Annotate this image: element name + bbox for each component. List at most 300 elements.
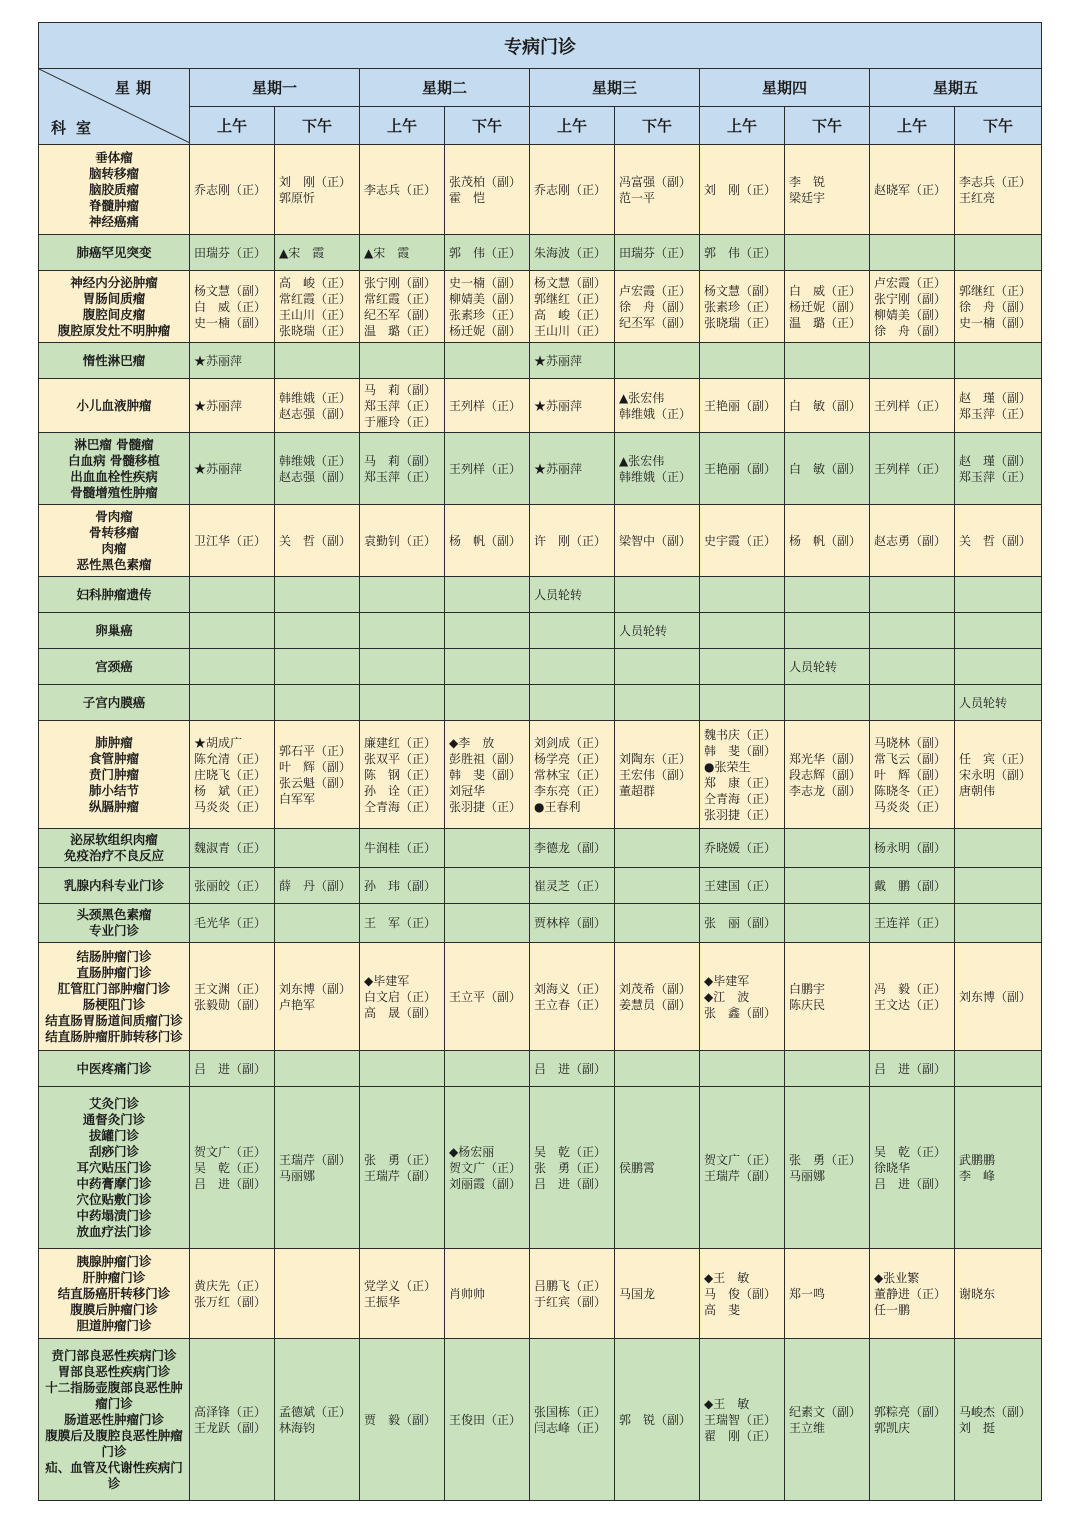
schedule-cell	[530, 1051, 615, 1087]
doctor-name: ◆王 敏	[704, 1270, 750, 1285]
department-name-line: 垂体瘤	[95, 149, 133, 165]
department-name-line: 腹腔间皮瘤	[82, 306, 146, 322]
department-name-line: 肠道恶性肿瘤门诊	[63, 1411, 164, 1427]
schedule-cell	[190, 1087, 275, 1249]
schedule-cell	[785, 379, 870, 433]
schedule-cell	[700, 943, 785, 1051]
schedule-cell	[785, 343, 870, 379]
doctor-name: 韩维娥（正）	[279, 453, 352, 468]
doctor-name: 高 峻（正）	[534, 307, 607, 322]
doctor-name: 赵晓军（正）	[874, 182, 947, 197]
schedule-cell	[445, 577, 530, 613]
department-name-line: 小儿血液肿瘤	[76, 397, 152, 413]
schedule-cell	[360, 271, 445, 343]
doctor-name: 马 莉（副）	[364, 382, 437, 397]
department-name-line: 胃肠间质瘤	[82, 290, 146, 306]
schedule-cell	[190, 433, 275, 505]
doctor-name: ▲张宏伟	[619, 453, 665, 468]
doctor-name: 翟 刚（正）	[704, 1428, 777, 1443]
schedule-cell	[190, 145, 275, 235]
doctor-name: 徐 舟（副）	[874, 323, 947, 338]
schedule-cell	[530, 649, 615, 685]
doctor-name: 白 威（正）	[789, 283, 862, 298]
doctor-name: 王立维	[789, 1420, 826, 1435]
doctor-name: 闫志峰（正）	[534, 1420, 607, 1435]
doctor-name: 郑玉萍（正）	[959, 406, 1032, 421]
doctor-name: 郭 伟（正）	[704, 245, 777, 260]
schedule-cell	[275, 721, 360, 829]
doctor-name: 刘 刚（正）	[279, 174, 352, 189]
schedule-cell	[785, 1339, 870, 1501]
department-name-line: 免疫治疗不良反应	[63, 848, 164, 863]
schedule-cell	[445, 721, 530, 829]
doctor-name: 人员轮转	[959, 695, 1008, 710]
department-cell	[39, 1087, 190, 1249]
doctor-name: 张丽皎（正）	[194, 878, 267, 893]
doctor-name: 张晓瑞（正）	[279, 323, 352, 338]
schedule-cell	[870, 433, 955, 505]
schedule-row	[39, 433, 1042, 505]
department-name-line: 脑转移瘤	[88, 165, 139, 181]
doctor-name: 魏淑青（正）	[194, 841, 267, 855]
schedule-cell	[190, 1249, 275, 1339]
doctor-name: 李 峰	[959, 1168, 996, 1183]
schedule-row	[39, 235, 1042, 271]
department-name-line: 胰腺肿瘤门诊	[76, 1253, 152, 1269]
schedule-cell	[870, 1051, 955, 1087]
schedule-cell	[870, 1249, 955, 1339]
schedule-cell	[360, 1051, 445, 1087]
doctor-name: ▲宋 霞	[279, 245, 325, 260]
doctor-name: 王列样（正）	[449, 398, 522, 413]
doctor-name: 王列样（正）	[874, 398, 947, 413]
doctor-name: 马晓林（副）	[874, 735, 947, 750]
doctor-name: 张羽捷（正）	[704, 807, 777, 822]
doctor-name: 高 斐	[704, 1302, 741, 1317]
schedule-cell	[275, 433, 360, 505]
schedule-cell	[700, 145, 785, 235]
schedule-cell	[870, 235, 955, 271]
department-name-line: 恶性黑色素瘤	[76, 556, 152, 572]
schedule-cell	[445, 235, 530, 271]
schedule-cell	[530, 868, 615, 904]
doctor-name: 仝青海（正）	[364, 799, 437, 814]
schedule-cell	[445, 943, 530, 1051]
schedule-cell	[955, 613, 1042, 649]
schedule-cell	[530, 145, 615, 235]
doctor-name: ★苏丽萍	[194, 461, 243, 476]
department-name-line: 骨转移瘤	[88, 524, 139, 540]
schedule-cell	[190, 271, 275, 343]
schedule-cell	[615, 721, 700, 829]
doctor-name: ★胡成广	[194, 735, 243, 750]
schedule-row	[39, 1339, 1042, 1501]
doctor-name: 马 莉（副）	[364, 453, 437, 468]
schedule-cell	[700, 1087, 785, 1249]
schedule-cell	[785, 505, 870, 577]
doctor-name: 郑光华（副）	[789, 751, 862, 766]
am-header: 上午	[530, 107, 615, 145]
schedule-cell	[955, 649, 1042, 685]
schedule-cell	[700, 433, 785, 505]
schedule-cell	[955, 343, 1042, 379]
department-name-line: 胆道肿瘤门诊	[76, 1317, 152, 1333]
department-cell	[39, 904, 190, 943]
schedule-cell	[275, 145, 360, 235]
doctor-name: 王艳丽（副）	[704, 398, 777, 413]
department-cell	[39, 1339, 190, 1501]
schedule-cell	[785, 271, 870, 343]
doctor-name: 白文启（正）	[364, 989, 437, 1004]
department-name-line: 疝、血管及代谢性疾病门诊	[45, 1459, 183, 1491]
schedule-cell	[785, 235, 870, 271]
doctor-name: 常飞云（副）	[874, 751, 947, 766]
schedule-cell	[785, 145, 870, 235]
schedule-cell	[955, 145, 1042, 235]
schedule-cell	[955, 904, 1042, 943]
doctor-name: 梁智中（副）	[619, 533, 692, 548]
doctor-name: 张 勇（正）	[364, 1152, 437, 1167]
schedule-cell	[785, 577, 870, 613]
schedule-cell	[275, 505, 360, 577]
doctor-name: 吕 进（副）	[534, 1061, 607, 1076]
schedule-cell	[700, 829, 785, 868]
schedule-cell	[445, 271, 530, 343]
schedule-row	[39, 1249, 1042, 1339]
schedule-cell	[785, 829, 870, 868]
doctor-name: 张 鑫（副）	[704, 1005, 777, 1020]
department-name-line: 腹腔原发灶不明肿瘤	[57, 322, 171, 338]
schedule-cell	[870, 649, 955, 685]
department-name-line: 耳穴贴压门诊	[76, 1159, 152, 1175]
doctor-name: 王红亮	[959, 190, 996, 205]
schedule-cell	[530, 1249, 615, 1339]
doctor-name: 人员轮转	[534, 587, 583, 602]
schedule-cell	[870, 829, 955, 868]
schedule-cell	[955, 943, 1042, 1051]
doctor-name: 谢晓东	[959, 1286, 996, 1301]
doctor-name: 田瑞芬（正）	[194, 245, 267, 260]
doctor-name: 杨文慧（副）	[534, 275, 607, 290]
day-header-wed: 星期三	[530, 69, 700, 107]
doctor-name: 韩维娥（正）	[619, 469, 692, 484]
doctor-name: 杨迁妮（副）	[789, 299, 862, 314]
schedule-cell	[530, 235, 615, 271]
department-name-line: 肺小结节	[88, 782, 139, 798]
doctor-name: 林海钧	[279, 1420, 316, 1435]
doctor-name: 杨 斌（正）	[194, 783, 267, 798]
schedule-cell	[870, 379, 955, 433]
doctor-name: 贺文广（正）	[704, 1152, 777, 1167]
corner-header-cell	[39, 69, 190, 145]
doctor-name: 刘东博（副）	[959, 989, 1032, 1004]
department-cell	[39, 721, 190, 829]
doctor-name: 纪丕军（副）	[364, 307, 437, 322]
doctor-name: 陈晓冬（正）	[874, 783, 947, 798]
schedule-cell	[700, 649, 785, 685]
department-cell	[39, 379, 190, 433]
schedule-cell	[700, 235, 785, 271]
doctor-name: 王山川（正）	[279, 307, 352, 322]
schedule-cell	[190, 721, 275, 829]
schedule-cell	[615, 1249, 700, 1339]
schedule-cell	[700, 379, 785, 433]
corner-week-label: 星期	[114, 79, 157, 97]
schedule-cell	[955, 379, 1042, 433]
doctor-name: 王立春（正）	[534, 997, 607, 1012]
schedule-cell	[700, 868, 785, 904]
doctor-name: 彭胜祖（副）	[449, 751, 522, 766]
schedule-cell	[190, 343, 275, 379]
schedule-row	[39, 649, 1042, 685]
schedule-cell	[530, 271, 615, 343]
schedule-cell	[870, 904, 955, 943]
doctor-name: 刘茂希（副）	[619, 981, 692, 996]
department-name-line: 肺癌罕见突变	[76, 244, 152, 260]
department-name-line: 宫颈癌	[95, 658, 133, 674]
doctor-name: 高 峻（正）	[279, 275, 352, 290]
schedule-cell	[955, 868, 1042, 904]
schedule-cell	[615, 904, 700, 943]
schedule-row	[39, 1051, 1042, 1087]
schedule-cell	[870, 613, 955, 649]
doctor-name: 刘陶东（正）	[619, 751, 692, 766]
schedule-cell	[700, 1051, 785, 1087]
schedule-cell	[530, 829, 615, 868]
department-name-line: 通督灸门诊	[82, 1111, 146, 1127]
schedule-cell	[275, 613, 360, 649]
schedule-cell	[530, 943, 615, 1051]
department-name-line: 穴位贴敷门诊	[76, 1191, 152, 1207]
schedule-cell	[615, 685, 700, 721]
doctor-name: 李东亮（正）	[534, 783, 607, 798]
doctor-name: 温 璐（正）	[789, 315, 862, 330]
schedule-cell	[870, 943, 955, 1051]
doctor-name: 马炎炎（正）	[194, 799, 267, 814]
doctor-name: ◆李 放	[449, 735, 495, 750]
department-name-line: 中药膏摩门诊	[76, 1175, 152, 1191]
schedule-cell	[275, 271, 360, 343]
department-name-line: 骨髓增殖性肿瘤	[70, 484, 158, 500]
doctor-name: 赵 瑾（副）	[959, 453, 1032, 468]
schedule-cell	[275, 235, 360, 271]
schedule-cell	[530, 505, 615, 577]
schedule-cell	[445, 145, 530, 235]
department-cell	[39, 145, 190, 235]
department-name-line: 贲门部良恶性疾病门诊	[51, 1347, 177, 1363]
doctor-name: 吴 乾（正）	[194, 1160, 267, 1175]
doctor-name: 杨文慧（副）	[704, 283, 777, 298]
doctor-name: ◆毕建军	[364, 973, 410, 988]
schedule-cell	[275, 379, 360, 433]
schedule-cell	[445, 904, 530, 943]
schedule-cell	[445, 505, 530, 577]
doctor-name: 郑一鸣	[789, 1286, 826, 1301]
doctor-name: ◆杨宏丽	[449, 1144, 495, 1159]
schedule-cell	[275, 868, 360, 904]
doctor-name: 赵志强（副）	[279, 469, 352, 484]
schedule-cell	[360, 943, 445, 1051]
schedule-cell	[360, 721, 445, 829]
schedule-cell	[360, 433, 445, 505]
doctor-name: 陈允清（正）	[194, 751, 267, 766]
department-name-line: 放血疗法门诊	[76, 1223, 152, 1239]
schedule-cell	[190, 505, 275, 577]
schedule-cell	[275, 1339, 360, 1501]
schedule-cell	[615, 829, 700, 868]
pm-header: 下午	[785, 107, 870, 145]
schedule-cell	[785, 904, 870, 943]
doctor-name: 吴 乾（正）	[534, 1144, 607, 1159]
schedule-cell	[700, 271, 785, 343]
doctor-name: 吕 进（副）	[874, 1176, 947, 1191]
doctor-name: 高泽锋（正）	[194, 1404, 267, 1419]
department-name-line: 肛管肛门部肿瘤门诊	[57, 980, 171, 996]
schedule-cell	[700, 577, 785, 613]
schedule-cell	[615, 271, 700, 343]
doctor-name: 郭原忻	[279, 190, 316, 205]
doctor-name: 贾林梓（副）	[534, 916, 607, 930]
schedule-cell	[785, 649, 870, 685]
department-name-line: 中医疼痛门诊	[76, 1060, 152, 1076]
schedule-cell	[785, 868, 870, 904]
doctor-name: 张毅勋（副）	[194, 997, 267, 1012]
department-cell	[39, 577, 190, 613]
schedule-cell	[615, 613, 700, 649]
doctor-name: 张云魁（副）	[279, 775, 352, 790]
schedule-cell	[785, 943, 870, 1051]
schedule-cell	[785, 433, 870, 505]
schedule-cell	[190, 577, 275, 613]
schedule-cell	[870, 721, 955, 829]
schedule-row	[39, 868, 1042, 904]
doctor-name: 马丽娜	[789, 1168, 826, 1183]
doctor-name: 徐晓华	[874, 1160, 911, 1175]
doctor-name: 韩维娥（正）	[619, 406, 692, 421]
doctor-name: 刘海义（正）	[534, 981, 607, 996]
doctor-name: 戴 鹏（副）	[874, 878, 947, 893]
doctor-name: 仝青海（正）	[704, 791, 777, 806]
doctor-name: 徐 舟（副）	[619, 299, 692, 314]
schedule-cell	[445, 868, 530, 904]
department-name-line: 惰性淋巴瘤	[82, 352, 146, 368]
doctor-name: 王列样（正）	[449, 461, 522, 476]
doctor-name: 郭凯庆	[874, 1420, 911, 1435]
doctor-name: 马峻杰（副）	[959, 1404, 1032, 1419]
schedule-cell	[870, 505, 955, 577]
doctor-name: 于雁玲（正）	[364, 414, 437, 429]
doctor-name: 柳婧美（副）	[449, 291, 522, 306]
schedule-cell	[190, 943, 275, 1051]
doctor-name: 李 锐	[789, 174, 826, 189]
doctor-name: 刘 刚（正）	[704, 182, 777, 197]
doctor-name: 纪丕军（副）	[619, 315, 692, 330]
doctor-name: ◆张业繁	[874, 1270, 920, 1285]
schedule-cell	[955, 1087, 1042, 1249]
schedule-cell	[190, 379, 275, 433]
department-name-line: 乳腺内科专业门诊	[63, 877, 164, 893]
doctor-name: 吴 乾（正）	[874, 1144, 947, 1159]
schedule-cell	[785, 1051, 870, 1087]
doctor-name: 高 晟（副）	[364, 1005, 437, 1020]
doctor-name: 杨学亮（正）	[534, 751, 607, 766]
schedule-cell	[275, 577, 360, 613]
doctor-name: 柳婧美（副）	[874, 307, 947, 322]
department-name-line: 肠梗阻门诊	[82, 996, 146, 1012]
doctor-name: 董超群	[619, 783, 656, 798]
schedule-cell	[955, 433, 1042, 505]
doctor-name: 黄庆先（正）	[194, 1278, 267, 1293]
schedule-cell	[870, 145, 955, 235]
schedule-cell	[445, 613, 530, 649]
doctor-name: 乔志刚（正）	[534, 182, 607, 197]
doctor-name: 张双平（正）	[364, 751, 437, 766]
doctor-name: 卢艳军	[279, 997, 316, 1012]
schedule-cell	[870, 343, 955, 379]
doctor-name: 白鹏宇	[789, 981, 826, 996]
day-header-mon: 星期一	[190, 69, 360, 107]
doctor-name: 杨 帆（副）	[789, 533, 862, 548]
schedule-row	[39, 685, 1042, 721]
department-name-line: 中药塌渍门诊	[76, 1207, 152, 1223]
pm-header: 下午	[445, 107, 530, 145]
schedule-cell	[700, 685, 785, 721]
doctor-name: 刘东博（副）	[279, 981, 352, 996]
schedule-cell	[190, 235, 275, 271]
department-name-line: 泌尿软组织肉瘤	[70, 832, 158, 847]
doctor-name: ◆王 敏	[704, 1396, 750, 1411]
doctor-name: 白 威（正）	[194, 299, 267, 314]
department-cell	[39, 1051, 190, 1087]
doctor-name: 张 丽（副）	[704, 916, 777, 930]
department-cell	[39, 829, 190, 868]
schedule-cell	[615, 943, 700, 1051]
schedule-row	[39, 943, 1042, 1051]
doctor-name: 王列样（正）	[874, 461, 947, 476]
doctor-name: 杨迁妮（副）	[449, 323, 522, 338]
schedule-cell	[530, 1087, 615, 1249]
doctor-name: 韩 斐（副）	[704, 743, 777, 758]
doctor-name: 张素珍（正）	[449, 307, 522, 322]
schedule-row	[39, 577, 1042, 613]
department-name-line: 肉瘤	[101, 540, 127, 556]
schedule-cell	[615, 379, 700, 433]
schedule-cell	[615, 868, 700, 904]
schedule-cell	[530, 1339, 615, 1501]
department-name-line: 妇科肿瘤遗传	[76, 586, 152, 602]
schedule-cell	[445, 649, 530, 685]
department-cell	[39, 271, 190, 343]
doctor-name: 纪素文（副）	[789, 1404, 862, 1419]
schedule-cell	[530, 685, 615, 721]
schedule-cell	[615, 433, 700, 505]
schedule-cell	[530, 343, 615, 379]
day-header-thu: 星期四	[700, 69, 870, 107]
department-name-line: 结直肠癌肝转移门诊	[57, 1285, 171, 1301]
schedule-cell	[700, 343, 785, 379]
doctor-name: 史一楠（副）	[959, 315, 1032, 330]
schedule-cell	[700, 904, 785, 943]
department-name-line: 白血病 骨髓移植	[68, 452, 160, 468]
schedule-cell	[785, 685, 870, 721]
doctor-name: 乔志刚（正）	[194, 182, 267, 197]
doctor-name: 赵志强（副）	[279, 406, 352, 421]
schedule-cell	[955, 505, 1042, 577]
doctor-name: ★苏丽萍	[194, 398, 243, 413]
department-name-line: 直肠肿瘤门诊	[76, 964, 152, 980]
day-header-fri: 星期五	[870, 69, 1042, 107]
department-name-line: 神经癌痛	[88, 213, 139, 229]
